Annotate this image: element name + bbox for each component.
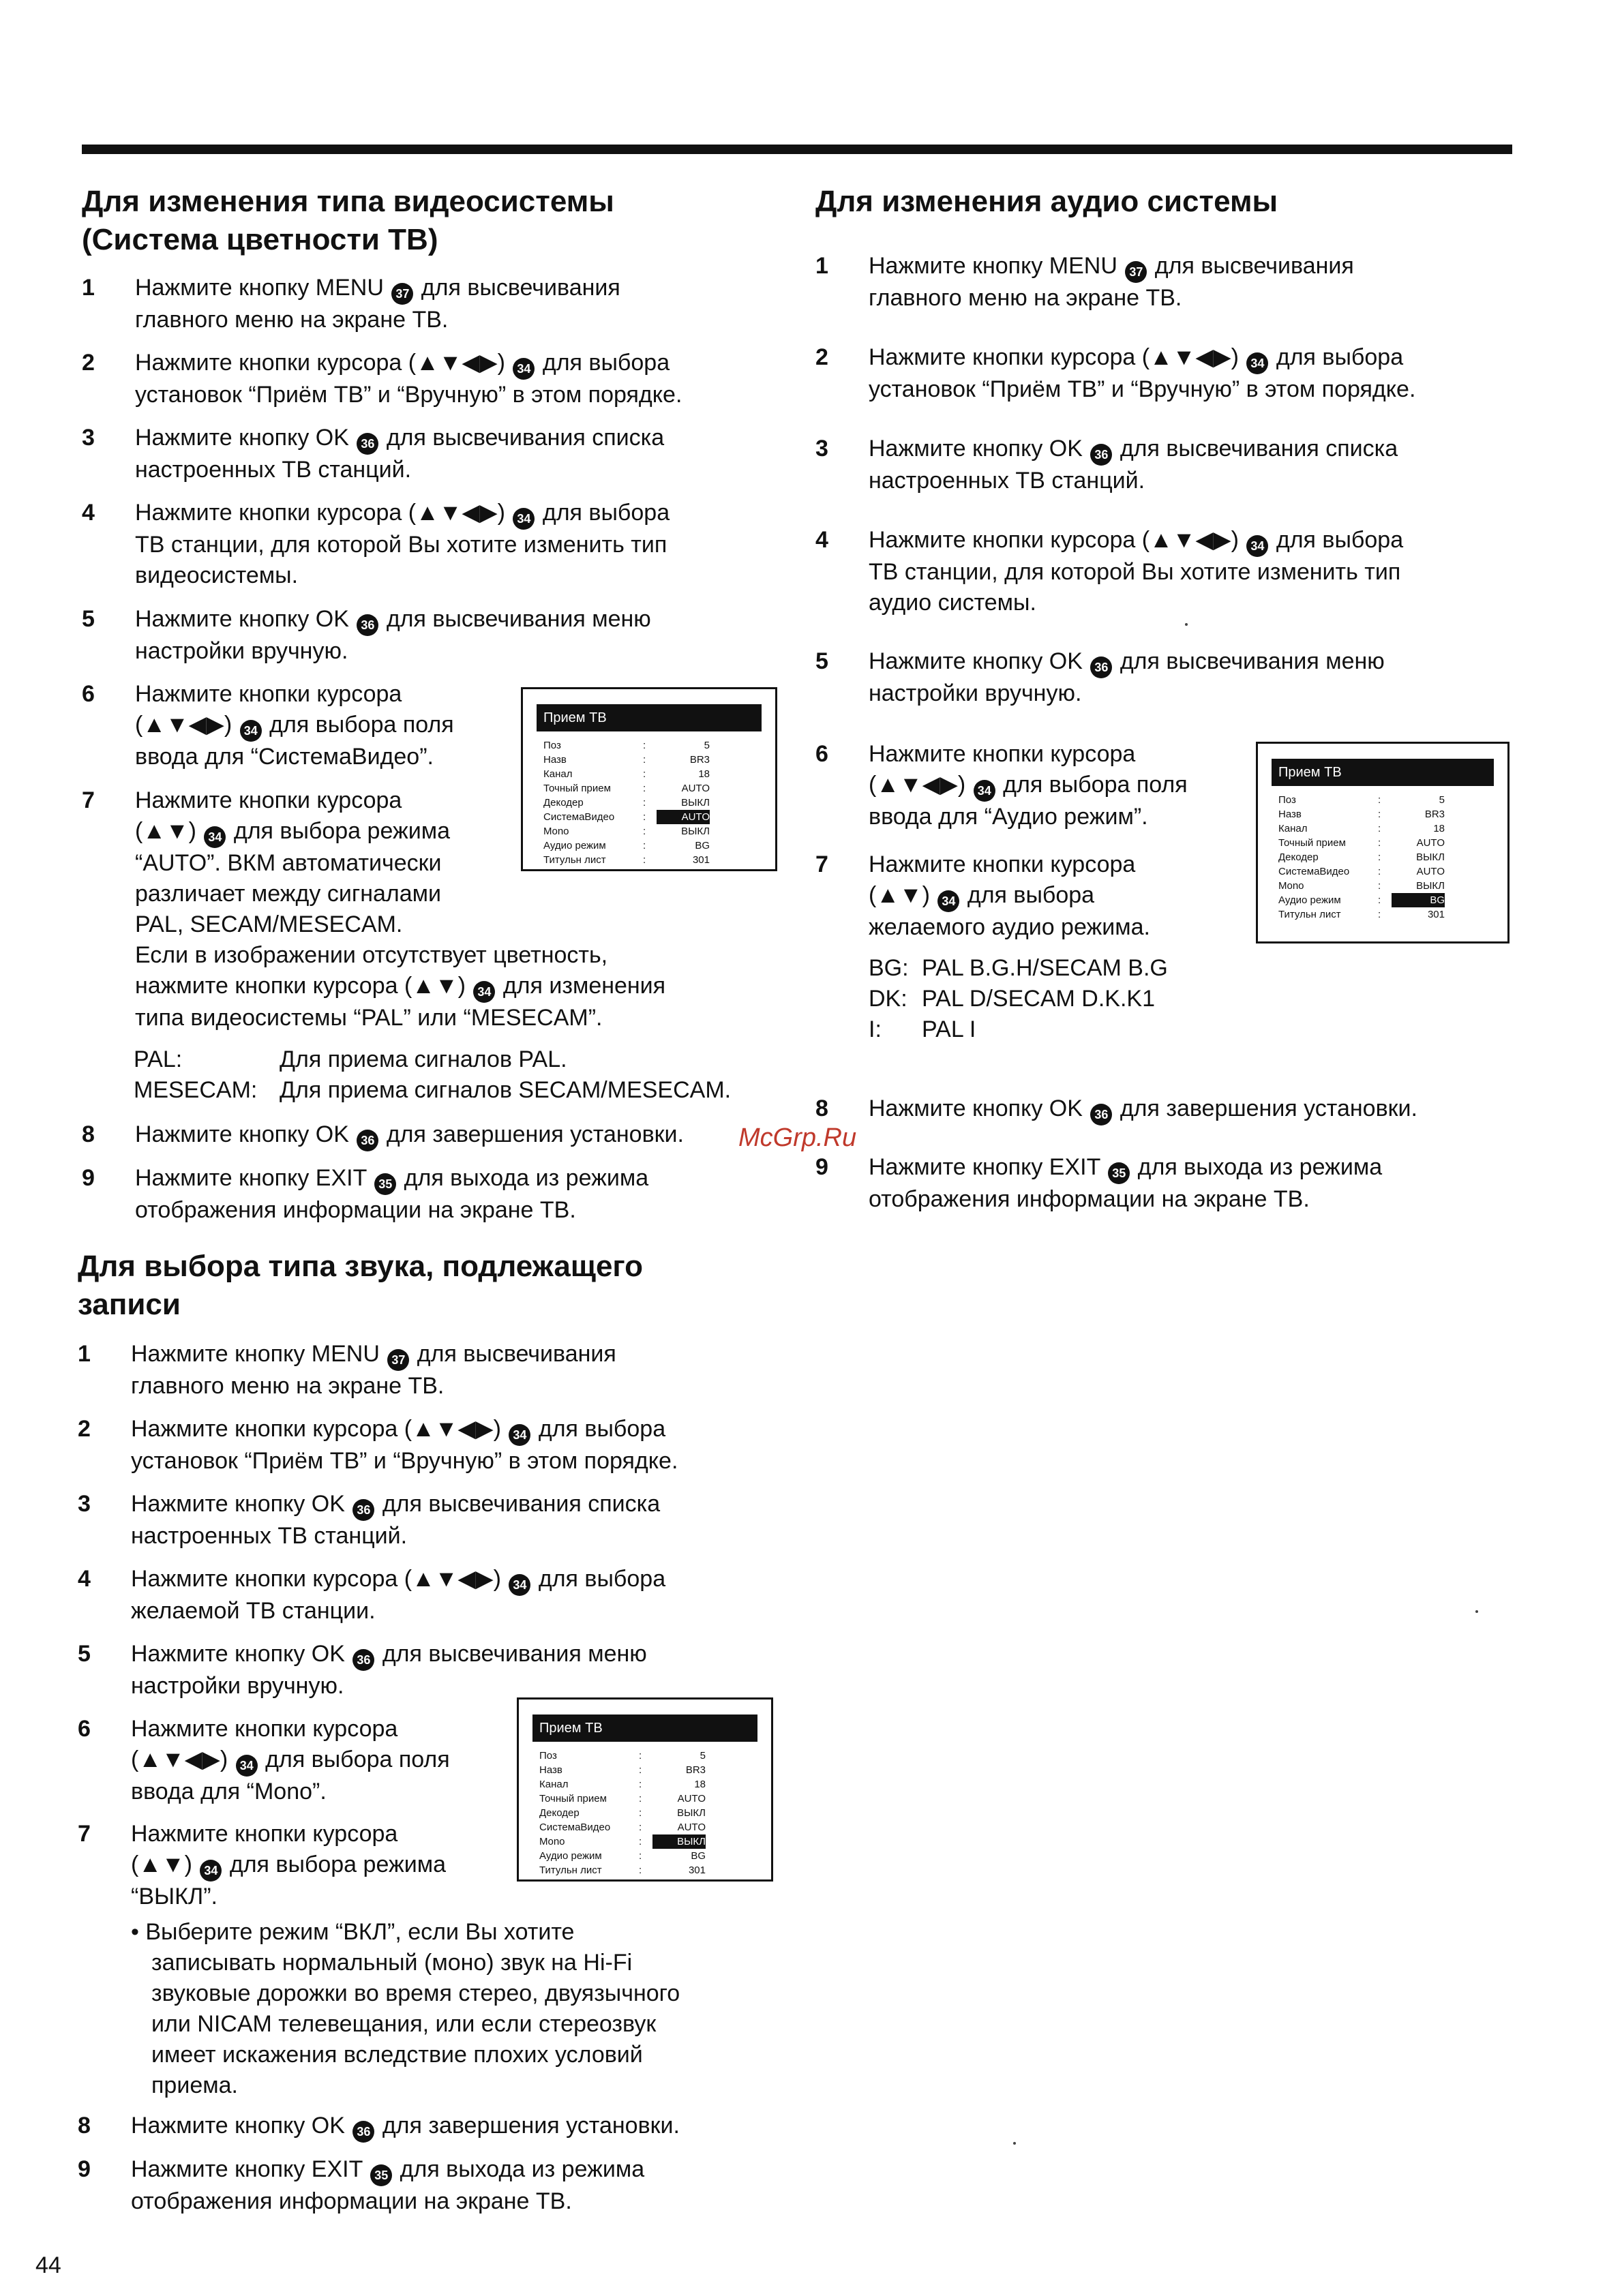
step-text: для выбора: [1270, 527, 1404, 553]
step-text: главного меню на экране ТВ.: [135, 307, 449, 333]
page-number: 44: [35, 2252, 61, 2278]
osd-label: Декодер: [539, 1807, 580, 1819]
title-line: записи: [78, 1288, 181, 1321]
step-text: Нажмите кнопку OK: [869, 1096, 1090, 1121]
step-number: 7: [78, 1821, 91, 1847]
osd-colon: :: [643, 840, 646, 851]
osd-colon: :: [639, 1764, 642, 1776]
button-ref-icon: 35: [370, 2164, 392, 2186]
osd-colon: :: [639, 1807, 642, 1819]
step-text: главного меню на экране ТВ.: [869, 285, 1182, 311]
osd-colon: :: [1378, 809, 1381, 820]
osd-row: [543, 781, 759, 796]
step-text: нажмите кнопки курсора (▲▼): [135, 973, 472, 999]
osd-label: СистемаВидео: [543, 811, 615, 823]
step-text: для выхода из режима: [397, 1165, 649, 1191]
step-text: для завершения установки.: [1113, 1096, 1417, 1121]
button-ref-icon: 35: [1108, 1162, 1130, 1184]
osd-colon: :: [643, 754, 646, 766]
definition-value: Для приема сигналов PAL.: [280, 1046, 567, 1072]
step-text: для выбора поля: [996, 772, 1188, 798]
button-ref-icon: 34: [509, 1574, 530, 1596]
button-ref-icon: 34: [200, 1860, 222, 1882]
button-ref-icon: 37: [1125, 261, 1147, 283]
osd-row: [1278, 850, 1491, 864]
section-title: [78, 1248, 643, 1324]
osd-value: 5: [704, 740, 710, 751]
step-text: желаемой ТВ станции.: [131, 1598, 376, 1624]
button-ref-icon: 36: [357, 433, 378, 455]
osd-row-selected: [543, 810, 759, 824]
osd-label: Поз: [539, 1750, 557, 1762]
osd-colon: :: [1378, 866, 1381, 877]
osd-label: Титульн лист: [539, 1864, 602, 1876]
osd-label: Аудио режим: [1278, 894, 1341, 906]
step-text: для завершения установки.: [376, 2113, 680, 2139]
step-text: отображения информации на экране ТВ.: [135, 1197, 576, 1223]
step-text: главного меню на экране ТВ.: [131, 1373, 445, 1399]
watermark: McGrp.Ru: [738, 1123, 857, 1152]
button-ref-icon: 34: [1246, 535, 1268, 557]
osd-row: [539, 1820, 755, 1834]
step-number: 8: [82, 1121, 95, 1147]
osd-row: [1278, 907, 1491, 922]
osd-label: Точный прием: [539, 1793, 607, 1804]
title-line: Для изменения типа видеосистемы: [82, 185, 614, 218]
step-text: для высвечивания меню: [376, 1641, 647, 1667]
button-ref-icon: 37: [387, 1349, 409, 1371]
step-number: 9: [815, 1154, 828, 1180]
osd-row: [539, 1749, 755, 1763]
note-line: записывать нормальный (моно) звук на Hi-Fi: [151, 1950, 633, 1976]
step-text: Нажмите кнопку OK: [131, 1491, 352, 1517]
section-audio-system: [815, 183, 1538, 1233]
osd-colon: :: [643, 854, 646, 866]
osd-colon: :: [1378, 823, 1381, 834]
definition-key: MESECAM:: [134, 1077, 258, 1103]
step-text: Нажмите кнопки курсора (▲▼◀▶): [131, 1416, 508, 1442]
step-text: для выбора режима: [223, 1852, 446, 1877]
osd-colon: :: [1378, 837, 1381, 849]
step-number: 6: [82, 681, 95, 707]
definition-list: [134, 1044, 802, 1106]
step-text: настройки вручную.: [869, 680, 1082, 706]
step-number: 6: [78, 1716, 91, 1742]
osd-menu-audio-mode: [1256, 742, 1510, 943]
step-text: для выбора поля: [262, 712, 454, 738]
step-text: “AUTO”. ВКМ автоматически: [135, 850, 442, 876]
osd-value: BR3: [689, 754, 710, 766]
button-ref-icon: 36: [352, 1649, 374, 1671]
step-text: для завершения установки.: [380, 1121, 684, 1147]
osd-row: [543, 767, 759, 781]
button-ref-icon: 36: [1090, 1104, 1112, 1126]
osd-value: 301: [1427, 909, 1445, 920]
osd-label: Mono: [1278, 880, 1304, 892]
step-number: 5: [82, 606, 95, 632]
step-number: 8: [78, 2113, 91, 2139]
button-ref-icon: 34: [974, 780, 995, 802]
step-text: для выхода из режима: [393, 2156, 645, 2182]
button-ref-icon: 34: [240, 720, 262, 742]
step-text: Нажмите кнопки курсора: [135, 681, 402, 707]
osd-row: [1278, 836, 1491, 850]
step-number: 6: [815, 741, 828, 767]
osd-value: ВЫКЛ: [681, 797, 710, 809]
step-text: Нажмите кнопки курсора: [131, 1716, 398, 1742]
step-text: установок “Приём ТВ” и “Вручную” в этом порядке.: [135, 382, 682, 408]
osd-label: Поз: [1278, 794, 1296, 806]
osd-value: AUTO: [677, 1822, 706, 1833]
osd-label: Поз: [543, 740, 561, 751]
step-text: для выбора: [532, 1416, 666, 1442]
step-number: 3: [815, 436, 828, 462]
osd-label: Назв: [1278, 809, 1302, 820]
step-text: (▲▼◀▶): [131, 1747, 235, 1772]
osd-row: [1278, 821, 1491, 836]
osd-colon: :: [639, 1822, 642, 1833]
step-text: настроенных ТВ станций.: [135, 457, 412, 483]
step-text: для высвечивания списка: [376, 1491, 661, 1517]
osd-colon: :: [1378, 909, 1381, 920]
osd-colon: :: [643, 740, 646, 751]
osd-label: Точный прием: [1278, 837, 1346, 849]
step-text: Нажмите кнопку OK: [869, 648, 1090, 674]
osd-row: [539, 1806, 755, 1820]
osd-colon: :: [1378, 794, 1381, 806]
button-ref-icon: 36: [357, 1130, 378, 1151]
osd-row: [539, 1792, 755, 1806]
step-number: 2: [815, 344, 828, 370]
step-number: 7: [82, 787, 95, 813]
osd-value: 18: [1433, 823, 1445, 834]
step-text: для высвечивания меню: [380, 606, 651, 632]
osd-value: AUTO: [677, 1793, 706, 1804]
definition-key: BG:: [869, 955, 909, 981]
step-text: настроенных ТВ станций.: [869, 468, 1145, 494]
step-number: 4: [78, 1566, 91, 1592]
osd-colon: :: [1378, 894, 1381, 906]
definition-key: PAL:: [134, 1046, 183, 1072]
step-text: для высвечивания: [415, 275, 620, 301]
osd-row: [543, 839, 759, 853]
definition-key: DK:: [869, 986, 907, 1012]
osd-colon: :: [639, 1793, 642, 1804]
step-text: ТВ станции, для которой Вы хотите изменить тип: [869, 559, 1401, 585]
bullet-note: [131, 1917, 799, 2101]
osd-rows: [1278, 793, 1491, 922]
step-text: для высвечивания меню: [1113, 648, 1385, 674]
step-text: для высвечивания списка: [380, 425, 665, 451]
button-ref-icon: 34: [236, 1755, 258, 1777]
step-number: 3: [78, 1491, 91, 1517]
step-text: для высвечивания: [410, 1341, 616, 1367]
step-text: Если в изображении отсутствует цветность,: [135, 942, 608, 968]
osd-colon: :: [639, 1779, 642, 1790]
button-ref-icon: 34: [1246, 352, 1268, 374]
step-text: для высвечивания: [1148, 253, 1354, 279]
definition-value: PAL D/SECAM D.K.K1: [922, 986, 1155, 1012]
speck: [1475, 1610, 1478, 1613]
title-line: (Система цветности ТВ): [82, 223, 438, 256]
osd-row: [1278, 864, 1491, 879]
osd-colon: :: [639, 1836, 642, 1847]
osd-value: BR3: [685, 1764, 706, 1776]
osd-value: ВЫКЛ: [681, 826, 710, 837]
step-number: 5: [78, 1641, 91, 1667]
osd-value: BG: [1392, 893, 1445, 907]
button-ref-icon: 34: [473, 981, 495, 1003]
definition-value: Для приема сигналов SECAM/MESECAM.: [280, 1077, 732, 1103]
osd-colon: :: [639, 1864, 642, 1876]
section-title: [82, 183, 614, 259]
top-rule: [82, 145, 1512, 154]
osd-row: [1278, 793, 1491, 807]
definition-value: PAL B.G.H/SECAM B.G: [922, 955, 1168, 981]
osd-row: [543, 824, 759, 839]
step-text: для выбора: [536, 350, 670, 376]
osd-label: Назв: [539, 1764, 562, 1776]
osd-label: Аудио режим: [539, 1850, 602, 1862]
osd-row: [539, 1863, 755, 1877]
button-ref-icon: 36: [1090, 444, 1112, 466]
osd-value: ВЫКЛ: [652, 1834, 706, 1849]
osd-menu-video-system: [521, 687, 777, 871]
step-text: ввода для “Mono”.: [131, 1779, 327, 1804]
step-text: Нажмите кнопки курсора: [131, 1821, 398, 1847]
osd-value: AUTO: [681, 783, 710, 794]
osd-row: [543, 738, 759, 753]
step-text: ввода для “СистемаВидео”.: [135, 744, 434, 770]
osd-value: BG: [691, 1850, 706, 1862]
section-title: Для изменения аудио системы: [815, 185, 1278, 218]
definition-key: I:: [869, 1016, 882, 1042]
osd-value: 18: [694, 1779, 706, 1790]
step-text: желаемого аудио режима.: [869, 914, 1150, 940]
osd-value: AUTO: [1416, 866, 1445, 877]
step-text: типа видеосистемы “PAL” или “MESECAM”.: [135, 1005, 603, 1031]
osd-label: СистемаВидео: [1278, 866, 1350, 877]
step-text: Нажмите кнопку OK: [135, 425, 356, 451]
osd-title: Прием ТВ: [532, 1715, 757, 1742]
step-text: для выбора: [532, 1566, 666, 1592]
step-text: для выбора режима: [227, 818, 450, 844]
button-ref-icon: 36: [352, 1499, 374, 1521]
step-text: Нажмите кнопки курсора (▲▼◀▶): [869, 527, 1246, 553]
osd-value: BG: [695, 840, 710, 851]
osd-colon: :: [643, 768, 646, 780]
step-text: Нажмите кнопки курсора: [869, 741, 1136, 767]
step-text: Нажмите кнопки курсора: [135, 787, 402, 813]
osd-colon: :: [1378, 880, 1381, 892]
button-ref-icon: 36: [1090, 656, 1112, 678]
osd-value: 5: [700, 1750, 706, 1762]
step-text: для выбора: [961, 882, 1095, 908]
osd-row: [543, 796, 759, 810]
step-text: ТВ станции, для которой Вы хотите изменить тип: [135, 532, 667, 558]
step-number: 4: [815, 527, 828, 553]
title-line: Для выбора типа звука, подлежащего: [78, 1250, 644, 1283]
step-text: Нажмите кнопку EXIT: [131, 2156, 370, 2182]
step-text: настройки вручную.: [131, 1673, 344, 1699]
step-text: (▲▼): [135, 818, 203, 844]
osd-label: Точный прием: [543, 783, 611, 794]
osd-label: Канал: [1278, 823, 1308, 834]
step-text: “ВЫКЛ”.: [131, 1884, 217, 1909]
osd-colon: :: [643, 826, 646, 837]
osd-value: 301: [692, 854, 710, 866]
osd-value: AUTO: [657, 810, 710, 824]
osd-colon: :: [643, 783, 646, 794]
step-text: для выбора: [536, 500, 670, 526]
osd-title: Прием ТВ: [1272, 759, 1494, 786]
step-text: Нажмите кнопку EXIT: [869, 1154, 1107, 1180]
step-number: 1: [78, 1341, 91, 1367]
step-number: 4: [82, 500, 95, 526]
osd-title: Прием ТВ: [537, 704, 762, 731]
osd-row-selected: [1278, 893, 1491, 907]
osd-rows: [543, 738, 759, 867]
osd-value: AUTO: [1416, 837, 1445, 849]
step-text: (▲▼): [131, 1852, 199, 1877]
osd-colon: :: [639, 1750, 642, 1762]
osd-row: [543, 853, 759, 867]
speck: [1013, 2142, 1016, 2145]
definition-value: PAL I: [922, 1016, 976, 1042]
step-text: для высвечивания списка: [1113, 436, 1398, 462]
osd-row: [539, 1763, 755, 1777]
step-text: отображения информации на экране ТВ.: [131, 2188, 572, 2214]
button-ref-icon: 34: [204, 826, 226, 848]
button-ref-icon: 36: [352, 2121, 374, 2143]
button-ref-icon: 34: [509, 1424, 530, 1446]
note-line: • Выберите режим “ВКЛ”, если Вы хотите: [131, 1919, 575, 1945]
note-line: имеет искажения вследствие плохих условий: [151, 2042, 643, 2068]
button-ref-icon: 35: [374, 1173, 396, 1195]
osd-value: ВЫКЛ: [1416, 880, 1445, 892]
step-text: Нажмите кнопку OK: [131, 2113, 352, 2139]
step-text: различает между сигналами: [135, 881, 442, 907]
osd-label: Титульн лист: [543, 854, 606, 866]
osd-label: Декодер: [1278, 851, 1319, 863]
osd-value: BR3: [1424, 809, 1445, 820]
step-text: (▲▼◀▶): [135, 712, 239, 738]
step-text: настройки вручную.: [135, 638, 348, 664]
osd-colon: :: [639, 1850, 642, 1862]
speck: [1185, 623, 1188, 626]
step-text: аудио системы.: [869, 590, 1036, 616]
step-text: (▲▼): [869, 882, 937, 908]
osd-value: 301: [688, 1864, 706, 1876]
note-line: или NICAM телевещания, или если стереозвук: [151, 2011, 657, 2037]
step-text: Нажмите кнопки курсора: [869, 851, 1136, 877]
step-number: 2: [78, 1416, 91, 1442]
step-number: 1: [815, 253, 828, 279]
button-ref-icon: 34: [513, 508, 535, 530]
step-text: для выбора: [1270, 344, 1404, 370]
step-number: 9: [78, 2156, 91, 2182]
step-text: Нажмите кнопку OK: [135, 1121, 356, 1147]
osd-label: Mono: [539, 1836, 565, 1847]
step-text: Нажмите кнопку OK: [869, 436, 1090, 462]
osd-value: ВЫКЛ: [677, 1807, 706, 1819]
button-ref-icon: 34: [937, 890, 959, 912]
step-number: 2: [82, 350, 95, 376]
step-text: Нажмите кнопки курсора (▲▼◀▶): [869, 344, 1246, 370]
step-text: ввода для “Аудио режим”.: [869, 804, 1148, 830]
osd-value: 18: [698, 768, 710, 780]
step-number: 7: [815, 851, 828, 877]
step-number: 1: [82, 275, 95, 301]
osd-row: [543, 753, 759, 767]
step-text: Нажмите кнопку EXIT: [135, 1165, 374, 1191]
step-text: Нажмите кнопку MENU: [869, 253, 1124, 279]
osd-label: Аудио режим: [543, 840, 606, 851]
osd-rows: [539, 1749, 755, 1877]
step-text: Нажмите кнопку OK: [131, 1641, 352, 1667]
step-text: Нажмите кнопки курсора (▲▼◀▶): [135, 500, 512, 526]
step-text: (▲▼◀▶): [869, 772, 972, 798]
step-number: 3: [82, 425, 95, 451]
osd-row: [539, 1777, 755, 1792]
osd-colon: :: [643, 797, 646, 809]
step-number: 5: [815, 648, 828, 674]
button-ref-icon: 34: [513, 358, 535, 380]
osd-colon: :: [1378, 851, 1381, 863]
step-number: 8: [815, 1096, 828, 1121]
osd-value: ВЫКЛ: [1416, 851, 1445, 863]
note-line: звуковые дорожки во время стерео, двуязычного: [151, 1980, 680, 2006]
osd-label: Канал: [539, 1779, 569, 1790]
button-ref-icon: 37: [391, 283, 413, 305]
osd-row: [539, 1849, 755, 1863]
step-text: Нажмите кнопки курсора (▲▼◀▶): [135, 350, 512, 376]
osd-menu-mono: [517, 1697, 773, 1882]
osd-row-selected: [539, 1834, 755, 1849]
step-text: установок “Приём ТВ” и “Вручную” в этом порядке.: [131, 1448, 678, 1474]
step-text: Нажмите кнопки курсора (▲▼◀▶): [131, 1566, 508, 1592]
osd-label: Назв: [543, 754, 567, 766]
osd-label: Титульн лист: [1278, 909, 1341, 920]
step-text: настроенных ТВ станций.: [131, 1523, 408, 1549]
note-line: приема.: [151, 2072, 238, 2098]
step-text: для изменения: [496, 973, 666, 999]
step-text: для выбора поля: [258, 1747, 450, 1772]
osd-label: Mono: [543, 826, 569, 837]
step-text: видеосистемы.: [135, 562, 299, 588]
step-text: Нажмите кнопку MENU: [135, 275, 391, 301]
osd-row: [1278, 879, 1491, 893]
step-text: для выхода из режима: [1131, 1154, 1383, 1180]
definition-list: [869, 953, 1482, 1045]
step-text: Нажмите кнопку MENU: [131, 1341, 387, 1367]
step-text: отображения информации на экране ТВ.: [869, 1186, 1310, 1212]
osd-label: СистемаВидео: [539, 1822, 611, 1833]
osd-label: Канал: [543, 768, 573, 780]
osd-row: [1278, 807, 1491, 821]
osd-colon: :: [643, 811, 646, 823]
step-text: Нажмите кнопку OK: [135, 606, 356, 632]
osd-value: 5: [1439, 794, 1445, 806]
osd-label: Декодер: [543, 797, 584, 809]
step-text: PAL, SECAM/MESECAM.: [135, 911, 403, 937]
step-number: 9: [82, 1165, 95, 1191]
button-ref-icon: 36: [357, 614, 378, 636]
step-text: установок “Приём ТВ” и “Вручную” в этом порядке.: [869, 376, 1416, 402]
